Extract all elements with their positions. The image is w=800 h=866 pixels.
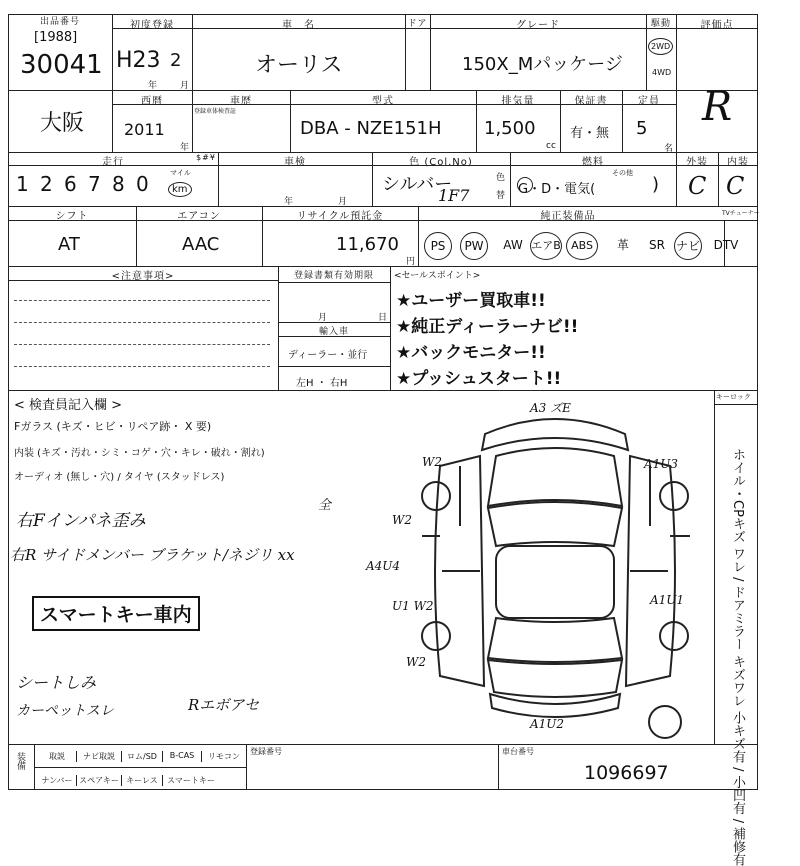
unit-mile: マイル (170, 169, 191, 177)
lot-number: 30041 (20, 50, 103, 80)
unit-km-circled: km (168, 182, 192, 197)
car-name: オーリス (255, 53, 343, 78)
hand-note-side: 全 (318, 498, 332, 513)
color: シルバー (382, 174, 453, 195)
damage-label: W2 (406, 655, 426, 669)
equip-label: 純正装備品 (540, 211, 596, 222)
equip-dtv: DTV (713, 238, 739, 252)
handle: 左H ・ 右H (296, 378, 348, 389)
western-year: 2011 (124, 120, 165, 139)
footer-row1 (38, 751, 246, 762)
capacity: 5 (636, 118, 648, 139)
model-label: 型式 (372, 96, 394, 107)
mileage-digit: 8 (112, 172, 125, 196)
mileage-digit: 0 (136, 172, 149, 196)
hood (488, 448, 622, 506)
sharp-label: $#¥ (196, 153, 216, 162)
footer-item: スマートキー (167, 776, 215, 785)
grade-label: グレード (516, 20, 560, 31)
history-label: 車歴 (230, 96, 252, 107)
hand-note: カーペットスレ (16, 703, 114, 719)
exterior-label: 外装 (686, 157, 708, 168)
spare-wheel (649, 706, 681, 738)
damage-label: W2 (392, 513, 412, 527)
damage-label: A1U1 (650, 593, 685, 607)
inspection-year-unit: 年 (284, 197, 294, 207)
door-label: ドア (407, 19, 428, 29)
import-label: 輸入車 (318, 327, 349, 337)
shift: AT (58, 234, 80, 255)
mileage-digit: 7 (88, 172, 101, 196)
tv-label: TVチューナー (722, 210, 760, 217)
footer-item: ロム/SD (122, 751, 163, 762)
equip-pw-circled: PW (460, 232, 488, 260)
damage-label: A1U2 (530, 717, 565, 731)
lot-top-label: 出品番号 (39, 17, 80, 27)
audio-line: オーディオ (無し・穴) / タイヤ (スタッドレス) (14, 472, 225, 483)
windshield (488, 502, 622, 546)
recycle-label: リサイクル預託金 (296, 211, 384, 222)
footer-item: リモコン (208, 752, 240, 761)
chassis-label: 車台番号 (502, 747, 534, 756)
reg-number-label: 登録番号 (250, 747, 282, 756)
shift-label: シフト (55, 211, 89, 222)
caution-label: <注意事項> (111, 271, 175, 282)
first-reg-month-unit: 月 (180, 81, 190, 91)
recycle: 11,670 (336, 234, 399, 255)
footer-item: 取説 (38, 751, 77, 762)
chassis-number: 1096697 (584, 762, 669, 784)
yen-unit: 円 (406, 257, 416, 267)
first-reg-label: 初度登録 (130, 20, 174, 31)
drive-4wd: 4WD (652, 68, 672, 77)
damage-label: A1U3 (644, 457, 679, 471)
sales-point: ★純正ディーラーナビ!! (396, 317, 579, 337)
footer-item: ナビ取説 (77, 751, 122, 762)
damage-label: A4U4 (366, 559, 401, 573)
first-reg-month: 2 (170, 50, 182, 71)
color-change-2: 替 (496, 191, 506, 201)
footer-item: ナンバー (38, 775, 77, 786)
ac-label: エアコン (177, 211, 221, 222)
roof (496, 546, 614, 618)
inspection-label: 車検 (284, 157, 306, 168)
equip-ps-circled: PS (424, 232, 452, 260)
first-reg-era: H23 (116, 48, 161, 73)
side-legend: ホイル・CPキズ ワレ / ドアミラー キズワレ 小キズ有 / 小凹有 / 補修有 (730, 448, 745, 866)
glass-line: Fガラス (キズ・ヒビ・リペア跡・ X 要) (14, 420, 212, 433)
sales-point: ★プッシュスタート!! (396, 369, 562, 389)
damage-label: A3 ズE (530, 401, 571, 415)
inspection-month-unit: 月 (338, 197, 348, 207)
expiry-day-unit: 日 (378, 313, 388, 323)
footer-item: キーレス (122, 775, 163, 786)
equip-abs-circled: ABS (566, 232, 598, 260)
color-change-1: 色 (496, 173, 506, 183)
sales-point: ★バックモニター!! (396, 343, 546, 363)
capacity-unit: 名 (664, 144, 674, 154)
footer-equip-label: 装備 (15, 752, 25, 770)
interior-line: 内装 (キズ・汚れ・シミ・コゲ・穴・キレ・破れ・割れ) (14, 448, 265, 459)
capacity-label: 定員 (638, 96, 660, 107)
inspector-title: < 検査員記入欄 > (14, 398, 123, 413)
sales-point: ★ユーザー買取車!! (396, 291, 546, 311)
equip-sunroof: SR (649, 238, 665, 252)
key-lock-label: キーロック (716, 393, 751, 401)
equip-airbag-circled: エアB (530, 232, 562, 260)
first-reg-year-unit: 年 (148, 81, 158, 91)
fuel-close: ) (652, 174, 660, 195)
warranty: 有・無 (570, 126, 610, 141)
equip-aw: AW (503, 238, 523, 252)
cc-unit: cc (546, 141, 556, 151)
damage-label: W2 (422, 455, 442, 469)
mileage-label: 走行 (102, 157, 124, 168)
fuel-gasoline-circle (517, 177, 533, 193)
western-year-label: 西暦 (141, 96, 163, 107)
drive-label: 駆動 (650, 19, 671, 29)
car-name-label: 車 名 (282, 20, 315, 31)
sales-label: <セールスポイント> (394, 271, 481, 281)
ac: AAC (182, 234, 220, 255)
exterior-grade: C (688, 172, 707, 200)
score-label: 評価点 (700, 20, 734, 31)
footer-item: B-CAS (163, 751, 202, 762)
displacement-label: 排気量 (501, 96, 535, 107)
interior-grade: C (726, 172, 745, 200)
model: DBA - NZE151H (300, 118, 442, 139)
western-year-unit: 年 (180, 143, 190, 153)
warranty-label: 保証書 (574, 96, 608, 107)
displacement: 1,500 (484, 118, 536, 139)
mileage-digits (16, 172, 160, 196)
footer-row2 (38, 775, 219, 786)
mileage-digit: 1 (16, 172, 29, 196)
grade: 150X_Mパッケージ (462, 54, 623, 75)
fuel-label: 燃料 (582, 157, 604, 168)
expiry-label: 登録書類有効期限 (293, 271, 374, 281)
color-label: 色 (Col.No) (409, 157, 473, 168)
interior-label: 内装 (727, 157, 749, 168)
equip-list (424, 232, 742, 260)
equip-leather: 革 (616, 238, 629, 252)
fuel-other: その他 (612, 169, 633, 177)
drive-2wd-circled: 2WD (648, 38, 673, 55)
color-code: 1F7 (438, 186, 470, 205)
fuel-options: G・D・電気( (518, 182, 596, 197)
expiry-month-unit: 月 (318, 313, 328, 323)
score: R (702, 84, 733, 130)
hand-note: Rエボアセ (188, 696, 260, 714)
hand-note: シートしみ (16, 673, 97, 692)
year-tag: [1988] (34, 30, 78, 45)
mileage-digit: 6 (64, 172, 77, 196)
dealer: ディーラー・並行 (288, 350, 368, 361)
smart-key-stamp: スマートキー車内 (32, 596, 200, 631)
footer-item: スペアキー (77, 775, 122, 786)
trunk (488, 660, 622, 697)
car-damage-diagram (366, 396, 710, 742)
equip-navi-circled: ナビ (674, 232, 702, 260)
history-sub: 登録車体検査証 (194, 108, 237, 115)
region: 大阪 (40, 111, 85, 136)
damage-label: U1 W2 (392, 599, 434, 613)
mileage-digit: 2 (40, 172, 53, 196)
hand-note: 右R サイドメンバー ブラケット/ネジリ xx (10, 546, 295, 564)
front-bumper (482, 419, 628, 450)
rear-glass (488, 618, 622, 662)
hand-note: 右Fインパネ歪み (16, 511, 146, 531)
